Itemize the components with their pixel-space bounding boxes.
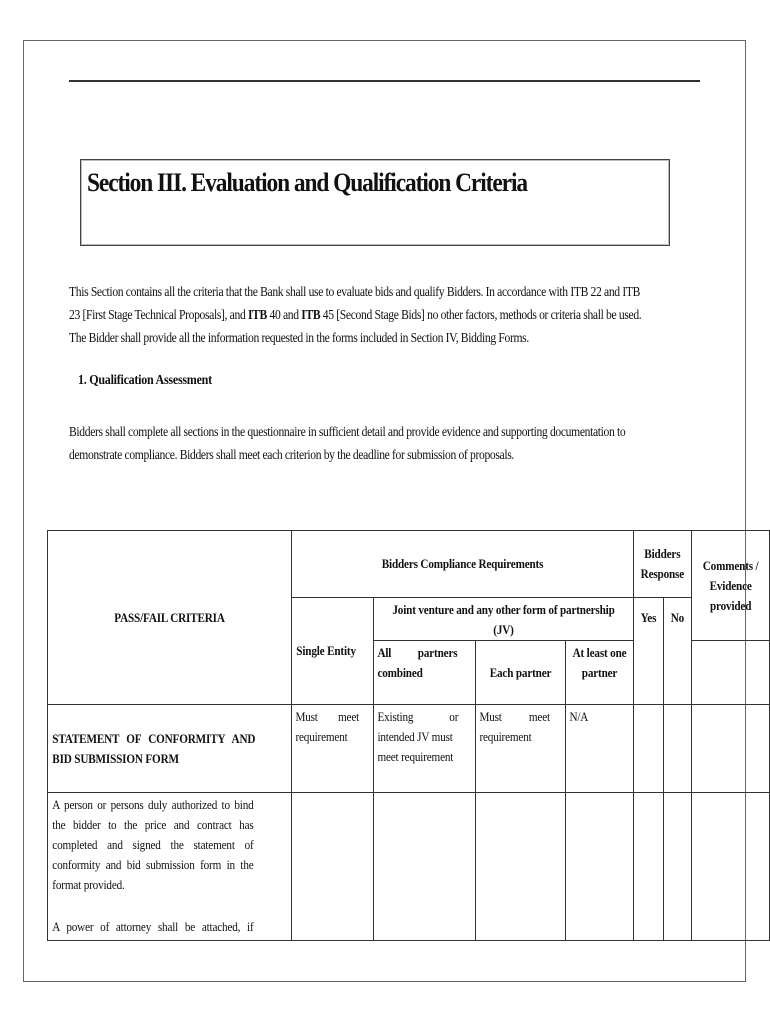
yes-header: Yes (634, 598, 664, 705)
all-partners-header: All partners combined (374, 641, 476, 705)
section-title: Section III. Evaluation and Qualification Criteria (87, 168, 528, 197)
comments-empty-cell (691, 641, 769, 705)
each-partner-cell (476, 793, 566, 941)
comments-cell (691, 793, 769, 941)
criterion-description-cell: A person or persons duly authorized to bind the bidder to the price and contract has completed and signed the statement of conformity and bid submission form in the format provided. A power of attorney shall be attached, if (48, 793, 292, 941)
at-least-one-cell: N/A (566, 705, 634, 793)
yes-cell (634, 705, 664, 793)
header-rule (69, 80, 700, 82)
each-partner-header: Each partner (476, 641, 566, 705)
intro-paragraph (69, 280, 735, 349)
at-least-one-cell (566, 793, 634, 941)
jv-header: Joint venture and any other form of partnership (JV) (374, 598, 634, 641)
no-cell (663, 793, 691, 941)
comments-header: Comments / Evidence provided (691, 531, 769, 641)
section-title-box (80, 159, 670, 246)
single-entity-header: Single Entity (292, 598, 374, 705)
intro-line-3: The Bidder shall provide all the information requested in the forms included in Section IV, Bidding Forms. (69, 330, 529, 345)
qualification-paragraph (69, 420, 716, 466)
intro-line-2: 23 [First Stage Technical Proposals], and ITB 40 and ITB 45 [Second Stage Bids] no other factors, methods or criteria shall be used. (69, 307, 642, 322)
intro-line-1: This Section contains all the criteria that the Bank shall use to evaluate bids and qualify Bidders. In accordance with ITB 22 and ITB (69, 284, 640, 299)
compliance-header: Bidders Compliance Requirements (292, 531, 634, 598)
at-least-one-header: At least one partner (566, 641, 634, 705)
table-row (48, 705, 770, 793)
criteria-table (47, 530, 770, 941)
each-partner-cell: Must meet requirement (476, 705, 566, 793)
criterion-cell: STATEMENT OF CONFORMITY AND BID SUBMISSION FORM (48, 705, 292, 793)
no-header: No (663, 598, 691, 705)
comments-cell (691, 705, 769, 793)
bidders-response-header: Bidders Response (634, 531, 692, 598)
yes-cell (634, 793, 664, 941)
qualification-line-1: Bidders shall complete all sections in the questionnaire in sufficient detail and provide evidence and supporting documentation to (69, 424, 626, 439)
pass-fail-header: PASS/FAIL CRITERIA (48, 531, 292, 705)
all-partners-cell (374, 793, 476, 941)
qualification-line-2: demonstrate compliance. Bidders shall meet each criterion by the deadline for submission of proposals. (69, 447, 514, 462)
table-row (48, 793, 770, 941)
qualification-heading: 1. Qualification Assessment (78, 373, 212, 388)
all-partners-cell: Existing or intended JV must meet requirement (374, 705, 476, 793)
single-entity-cell: Must meet requirement (292, 705, 374, 793)
single-entity-cell (292, 793, 374, 941)
no-cell (663, 705, 691, 793)
